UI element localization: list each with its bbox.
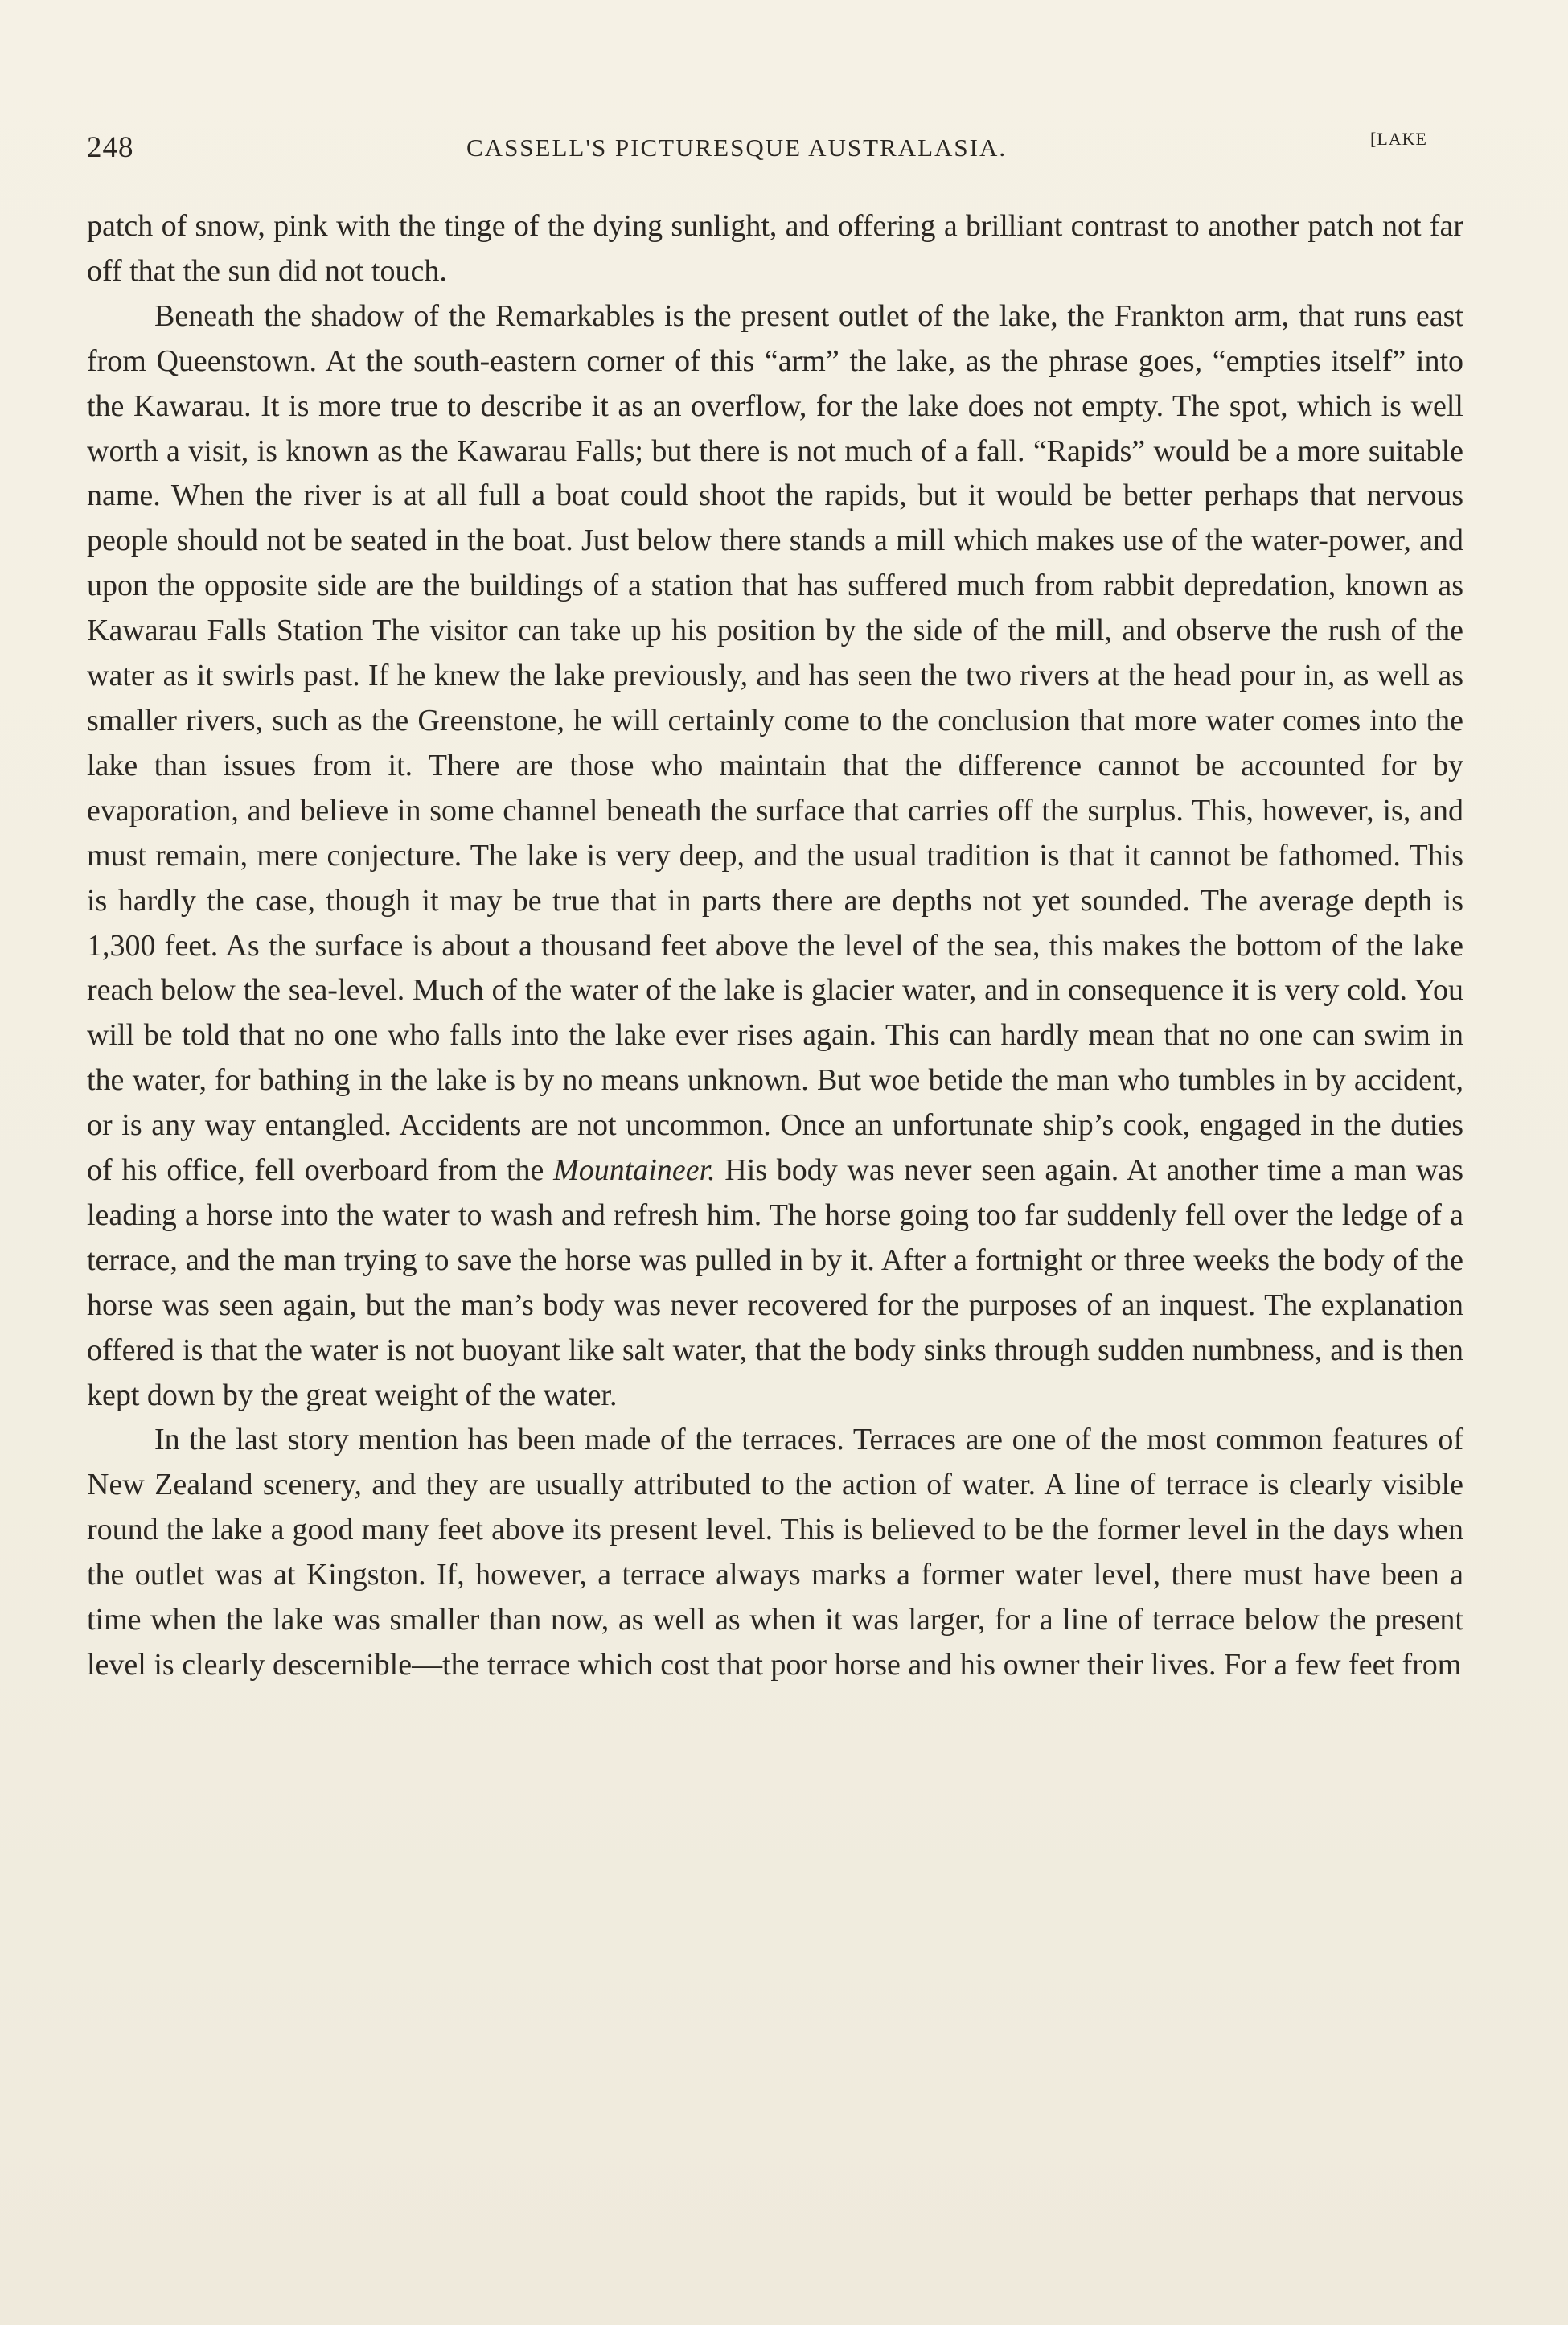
paragraph-terraces: In the last story mention has been made of the terraces. Terraces are one of the most common features of New Zealand scenery, and they are usually attributed to the action of water. A line of terrace is clearly visible round the lake a good many feet above its present level. This is believed to be the former level in the days when the outlet was at Kingston. If, however, a terrace always marks a former water level, there must have been a time when the lake was smaller than now, as well as when it was larger, for a line of terrace below the present level is clearly descernible—the terrace which cost that poor horse and his owner their lives. For a few feet from: [87, 1423, 1463, 1682]
section-mark: [LAKE: [1370, 129, 1427, 149]
paragraph-continued: patch of snow, pink with the tinge of the dying sunlight, and offering a brilliant contrast to another patch not far off that the sun did not touch.: [87, 209, 1463, 288]
page-number: 248: [87, 131, 134, 164]
body-text: [87, 204, 1463, 1688]
paragraph-kawarau-falls: [87, 294, 1463, 1419]
running-title: CASSELL'S PICTURESQUE AUSTRALASIA.: [466, 134, 1008, 162]
paragraph-text: Beneath the shadow of the Remarkables is the present outlet of the lake, the Frankton arm, that runs east from Queenstown. At the south-eastern corner of this “arm” the lake, as the phrase goes, “empties itself” into the Kawarau. It is more true to describe it as an overflow, for the lake does not empty. The spot, which is well worth a visit, is known as the Kawarau Falls; but there is not much of a fall. “Rapids” would be a more suitable name. When the river is at all full a boat could shoot the rapids, but it would be better perhaps that nervous people should not be seated in the boat. Just below there stands a mill which makes use of the water-power, and upon the opposite side are the buildings of a station that has suffered much from rabbit depredation, known as Kawarau Falls Station The visitor can take up his position by the side of the mill, and observe the rush of the water as it swirls past. If he knew the lake previously, and has seen the two rivers at the head pour in, as well as smaller rivers, such as the Greenstone, he will certainly come to the conclusion that more water comes into the lake than issues from it. There are those who maintain that the difference cannot be accounted for by evaporation, and believe in some channel beneath the surface that carries off the surplus. This, however, is, and must remain, mere conjecture. The lake is very deep, and the usual tradition is that it cannot be fathomed. This is hardly the case, though it may be true that in parts there are depths not yet sounded. The average depth is 1,300 feet. As the surface is about a thousand feet above the level of the sea, this makes the bottom of the lake reach below the sea-level. Much of the water of the lake is glacier water, and in consequence it is very cold. You will be told that no one who falls into the lake ever rises again. This can hardly mean that no one can swim in the water, for bathing in the lake is by no means unknown. But woe betide the man who tumbles in by accident, or is any way entangled. Accidents are not uncommon. Once an unfortunate ship’s cook, engaged in the duties of his office, fell overboard from the: [87, 298, 1463, 1188]
ship-name: Mountaineer.: [553, 1153, 716, 1188]
running-head: [87, 127, 1438, 175]
paragraph-text-continued: His body was never seen again. At another time a man was leading a horse into the water to wash and refresh him. The horse going too far suddenly fell over the ledge of a terrace, and the man trying to save the horse was pulled in by it. After a fortnight or three weeks the body of the horse was seen again, but the man’s body was never recovered for the purposes of an inquest. The explanation offered is that the water is not buoyant like salt water, that the body sinks through sudden numbness, and is then kept down by the great weight of the water.: [87, 1153, 1463, 1412]
